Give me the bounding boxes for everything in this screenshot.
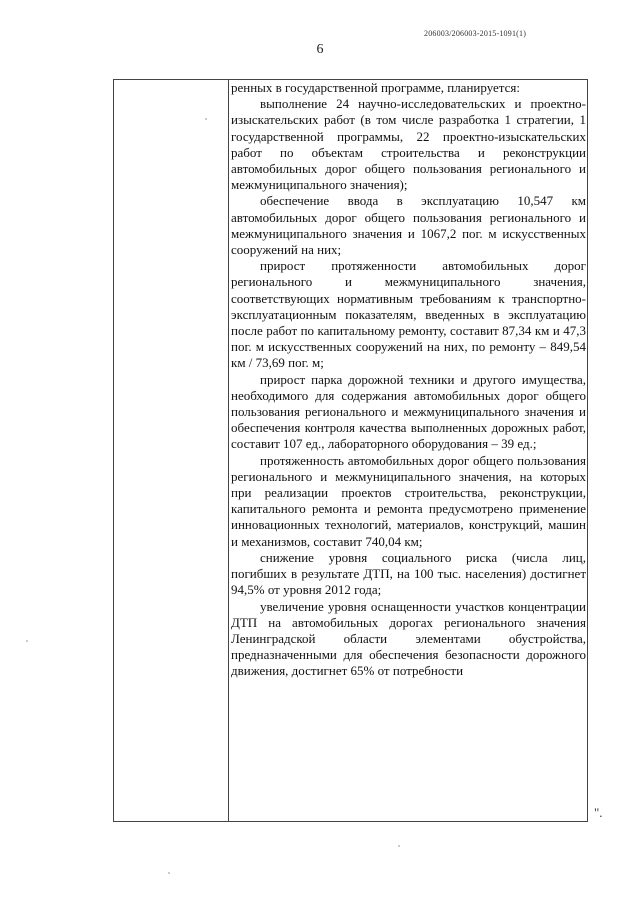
- scan-speck: [26, 640, 28, 642]
- paragraph-innovations: протяженность автомобильных дорог общего пользования регионального и межмуниципального значения, на которых при реализации проектов строительства, реконструкции, капитального ремонта и ремонта предусмотрено применение инновационных технологий, материалов, конструкций, машин и механизмов, составит 740,04 км;: [231, 452, 586, 549]
- table-right-cell: [229, 80, 589, 821]
- paragraph-research-works: выполнение 24 научно-исследовательских и проектно-изыскательских работ (в том числе разработка 1 стратегии, 1 государственной программы, 22 проектно-изыскательских работ по объектам строительства и реконструкции автомобильных дорог общего пользования регионального и межмуниципального значения);: [231, 96, 586, 193]
- paragraph-social-risk: снижение уровня социального риска (числа лиц, погибших в результате ДТП, на 100 тыс. населения) достигнет 94,5% от уровня 2012 года;: [231, 549, 586, 598]
- document-id: 206003/206003-2015-1091(1): [424, 29, 527, 38]
- paragraph-intro: ренных в государственной программе, планируется:: [231, 80, 520, 95]
- paragraph-safety-equipment: увеличение уровня оснащенности участков концентрации ДТП на автомобильных дорогах регионального значения Ленинградской области элементами обустройства, предназначенными для обеспечения безопасности дорожного движения, достигнет 65% от потребности: [231, 598, 586, 679]
- closing-quote-mark: ".: [594, 805, 603, 820]
- paragraph-capital-repair: прирост протяженности автомобильных дорог регионального и межмуниципального значения, соответствующих нормативным требованиям к транспортно-эксплуатационным показателям, введенных в эксплуатацию после работ по капитальному ремонту, составит 87,34 км и 47,3 пог. м искусственных сооружений на них, по ремонту – 849,54 км / 73,69 пог. м;: [231, 258, 586, 371]
- scan-speck: [398, 845, 400, 847]
- paragraph-equipment: прирост парка дорожной техники и другого имущества, необходимого для содержания автомобильных дорог общего пользования регионального и межмуниципального значения и обеспечения контроля качества выполненных дорожных работ, составит 107 ед., лабораторного оборудования – 39 ед.;: [231, 371, 586, 452]
- page-number: 6: [316, 42, 324, 57]
- content-table: [113, 79, 588, 822]
- paragraph-commissioning: обеспечение ввода в эксплуатацию 10,547 км автомобильных дорог общего пользования регионального и межмуниципального значения и 1067,2 пог. м искусственных сооружений на них;: [231, 193, 586, 258]
- scan-speck: [168, 872, 170, 874]
- scan-speck: [205, 118, 207, 120]
- table-left-cell: [114, 80, 229, 821]
